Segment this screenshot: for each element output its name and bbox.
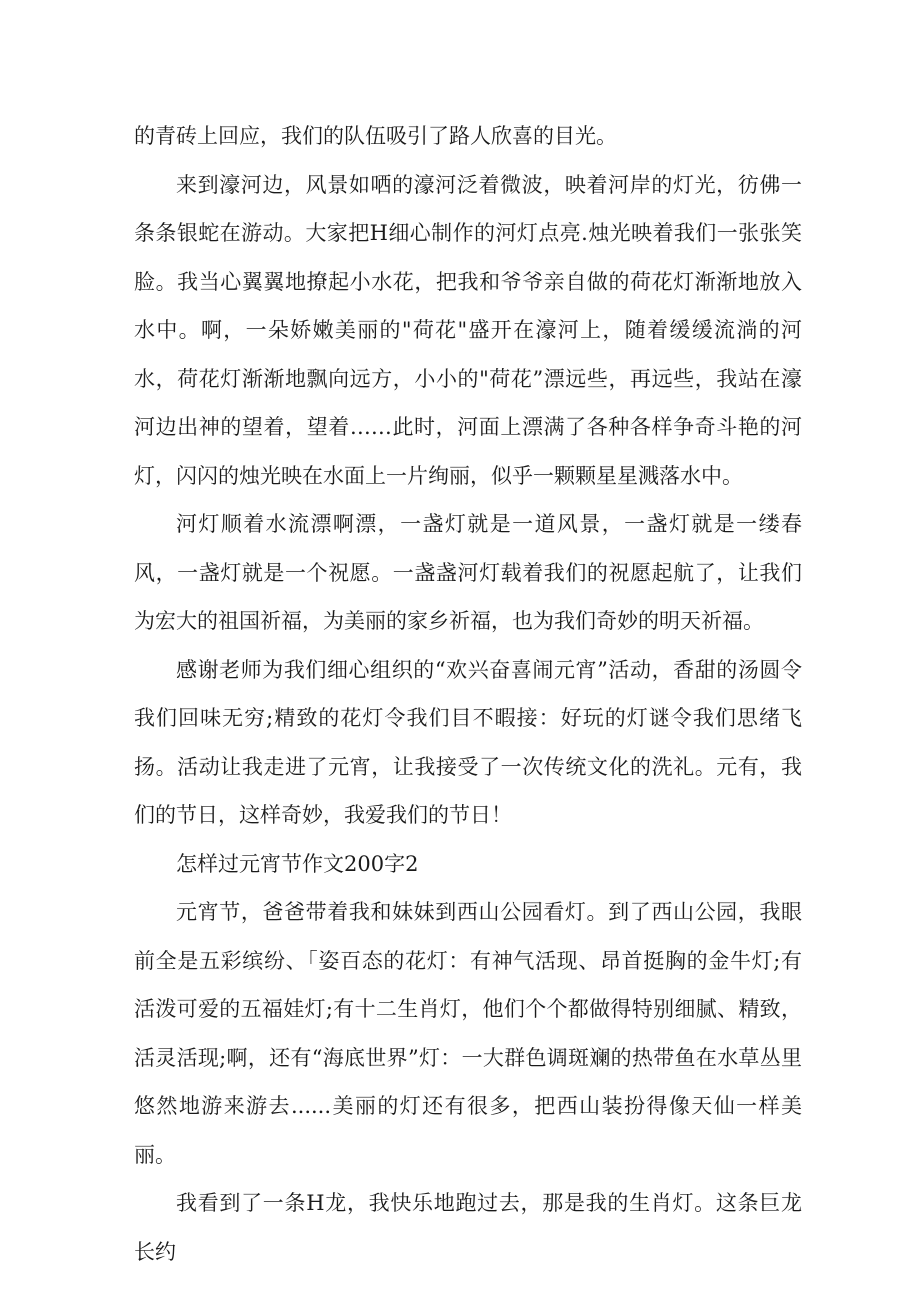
paragraph-xishan-park: 元宵节，爸爸带着我和妹妹到西山公园看灯。到了西山公园，我眼前全是五彩缤纷、「姿百态的花灯：有神气活现、昂首挺胸的金牛灯;有活泼可爱的五福娃灯;有十二生肖灯，他们个个都做得特别细腻、精致，活灵活现;啊，还有“海底世界”灯：一大群色调斑斓的热带鱼在水草丛里悠然地游来游去......美丽的灯还有很多，把西山装扮得像天仙一样美丽。 bbox=[134, 900, 802, 1167]
paragraph-dragon-lantern: 我看到了一条H龙，我快乐地跑过去，那是我的生肖灯。这条巨龙长约 bbox=[134, 1191, 802, 1264]
paragraph-lantern-wishes: 河灯顺着水流漂啊漂，一盏灯就是一道风景，一盏灯就是一缕春风，一盏灯就是一个祝愿。一盏盏河灯载着我们的祝愿起航了，让我们为宏大的祖国祈福，为美丽的家乡祈福，也为我们奇妙的明天祈福。 bbox=[134, 512, 802, 633]
paragraph-river-lanterns: 来到濠河边，风景如哂的濠河泛着微波，映着河岸的灯光，彷佛一条条银蛇在游动。大家把H细心制作的河灯点亮.烛光映着我们一张张笑脸。我当心翼翼地撩起小水花，把我和爷爷亲自做的荷花灯渐渐地放入水中。啊，一朵娇嫩美丽的"荷花"盛开在濠河上，随着缓缓流淌的河水，荷花灯渐渐地飘向远方，小小的"荷花”漂远些，再远些，我站在濠河边出神的望着，望着……此时，河面上漂满了各种各样争奇斗艳的河灯，闪闪的烛光映在水面上一片绚丽，似乎一颗颗星星溅落水中。 bbox=[134, 172, 802, 488]
essay-heading: 怎样过元宵节作文200字2 bbox=[176, 851, 419, 876]
paragraph-thanks-teacher: 感谢老师为我们细心组织的“欢兴奋喜闹元宵”活动，香甜的汤圆令我们回味无穷;精致的花灯令我们目不暇接：好玩的灯谜令我们思绪飞扬。活动让我走进了元宵，让我接受了一次传统文化的洗礼。元有，我们的节日，这样奇妙，我爱我们的节日！ bbox=[134, 657, 802, 827]
paragraph-continuation: 的青砖上回应，我们的队伍吸引了路人欣喜的目光。 bbox=[134, 124, 617, 148]
